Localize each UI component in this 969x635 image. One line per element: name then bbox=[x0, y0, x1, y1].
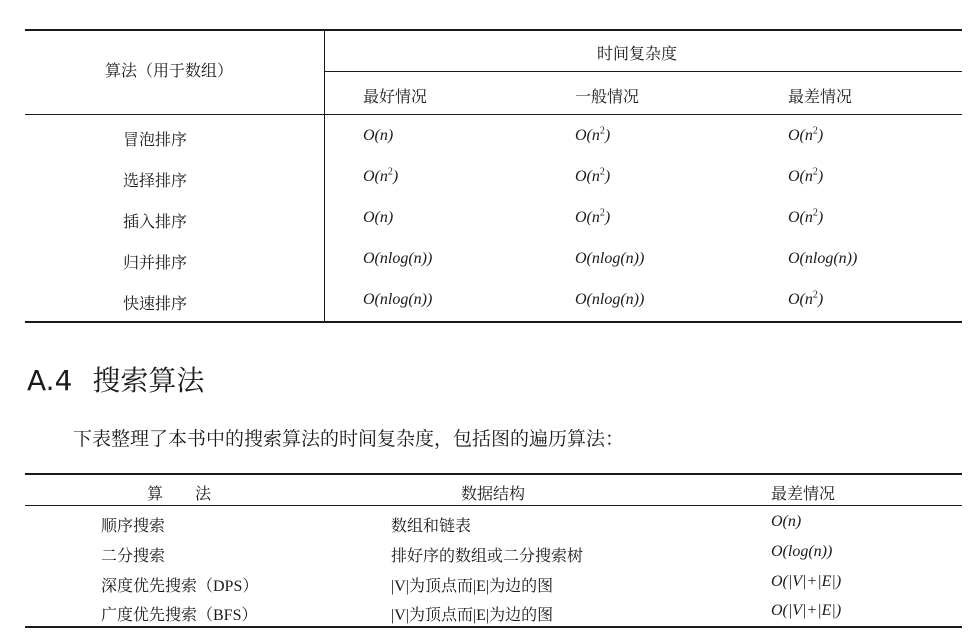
worst-case-value: $O(n^2)$ bbox=[788, 166, 824, 185]
worst-case-value: O(nlog(n)) bbox=[788, 250, 858, 267]
worst-case-value: $O(n^2)$ bbox=[788, 125, 824, 144]
header-bottom-rule bbox=[25, 505, 962, 506]
sorting-complexity-table bbox=[25, 29, 962, 323]
algorithm-name: 插入排序 bbox=[123, 214, 188, 231]
best-case-value: $O(n^2)$ bbox=[363, 166, 399, 185]
data-structure-value: 排好序的数组或二分搜索树 bbox=[391, 548, 584, 565]
worst-case-value: O(log(n)) bbox=[771, 543, 833, 560]
intro-paragraph: 下表整理了本书中的搜索算法的时间复杂度，包括图的遍历算法： bbox=[73, 429, 625, 450]
header-time-complexity: 时间复杂度 bbox=[597, 44, 678, 63]
average-case-value: O(nlog(n)) bbox=[575, 291, 645, 308]
worst-case-value: O(|V|+|E|) bbox=[771, 602, 842, 619]
header-worst-case: 最差情况 bbox=[771, 484, 836, 503]
average-case-value: O(nlog(n)) bbox=[575, 250, 645, 267]
worst-case-value: O(|V|+|E|) bbox=[771, 573, 842, 590]
average-case-value: $O(n^2)$ bbox=[575, 125, 611, 144]
worst-case-value: $O(n^2)$ bbox=[788, 289, 824, 308]
algorithm-name: 归并排序 bbox=[123, 255, 188, 272]
search-algorithm-name: 广度优先搜索（BFS） bbox=[101, 607, 258, 624]
table-bottom-rule bbox=[25, 626, 962, 628]
section-title: 搜索算法 bbox=[92, 364, 205, 397]
search-algorithm-name: 顺序搜索 bbox=[101, 518, 166, 535]
best-case-value: O(nlog(n)) bbox=[363, 250, 433, 267]
search-algorithm-name: 深度优先搜索（DPS） bbox=[101, 578, 259, 595]
average-case-value: $O(n^2)$ bbox=[575, 207, 611, 226]
header-algorithm: 算法（用于数组） bbox=[105, 61, 234, 80]
header-bottom-rule bbox=[25, 114, 962, 115]
best-case-value: O(nlog(n)) bbox=[363, 291, 433, 308]
header-data-structure: 数据结构 bbox=[461, 484, 526, 503]
data-structure-value: 数组和链表 bbox=[391, 518, 472, 535]
header-best-case: 最好情况 bbox=[363, 89, 428, 106]
best-case-value: O(n) bbox=[363, 209, 394, 226]
table-bottom-rule bbox=[25, 321, 962, 323]
best-case-value: O(n) bbox=[363, 127, 394, 144]
worst-case-value: O(n) bbox=[771, 513, 802, 530]
data-structure-value: |V|为顶点而|E|为边的图 bbox=[391, 578, 554, 595]
average-case-value: $O(n^2)$ bbox=[575, 166, 611, 185]
table-top-rule bbox=[25, 29, 962, 31]
search-algorithm-name: 二分搜索 bbox=[101, 548, 166, 565]
algorithm-name: 冒泡排序 bbox=[123, 132, 188, 149]
search-complexity-table bbox=[25, 473, 962, 628]
algorithm-name: 快速排序 bbox=[123, 296, 188, 313]
algorithm-name: 选择排序 bbox=[123, 173, 188, 190]
column-divider bbox=[324, 29, 325, 323]
data-structure-value: |V|为顶点而|E|为边的图 bbox=[391, 607, 554, 624]
table-top-rule bbox=[25, 473, 962, 475]
header-worst-case: 最差情况 bbox=[788, 89, 853, 106]
subheader-rule bbox=[324, 71, 962, 72]
section-heading bbox=[27, 359, 204, 399]
section-number: A.4 bbox=[27, 364, 73, 397]
worst-case-value: $O(n^2)$ bbox=[788, 207, 824, 226]
header-average-case: 一般情况 bbox=[575, 89, 640, 106]
header-algorithm: 算 法 bbox=[147, 484, 212, 503]
